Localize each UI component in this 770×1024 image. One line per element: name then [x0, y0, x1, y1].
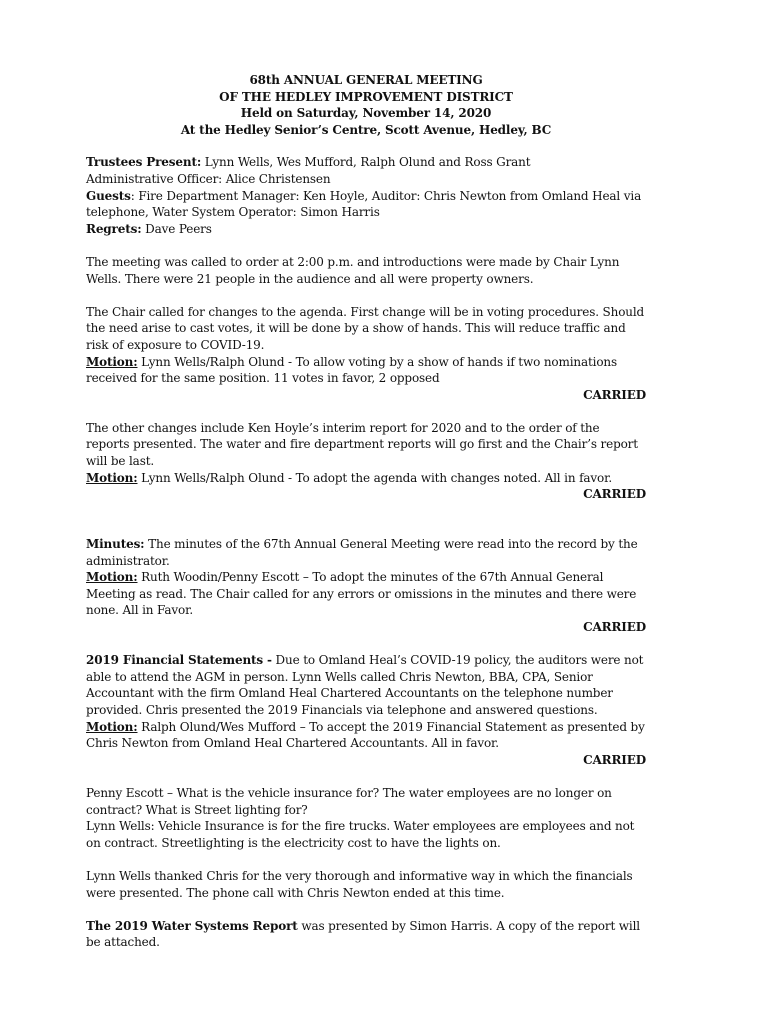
trustees-label: Trustees Present: [86, 155, 202, 170]
heading-line-1: 68th ANNUAL GENERAL MEETING [249, 73, 483, 87]
minutes-section [86, 536, 646, 636]
motion-text: Lynn Wells/Ralph Olund - To adopt the agenda with changes noted. All in favor. [137, 470, 613, 485]
call-to-order-text: The meeting was called to order at 2:00 p.m. and introductions were made by Chair Lynn Wells. There were 21 people in the audience and all were property owners. [86, 254, 620, 286]
meeting-minutes [86, 72, 646, 951]
water-report-label: The 2019 Water Systems Report [86, 918, 298, 933]
guests-label: Guests [86, 188, 131, 203]
trustees-text: Lynn Wells, Wes Mufford, Ralph Olund and Ross Grant [201, 155, 531, 170]
motion-text: Lynn Wells/Ralph Olund - To allow voting by a show of hands if two nominations received for the same position. 11 votes in favor, 2 opposed [86, 354, 618, 386]
minutes-motion [86, 569, 646, 619]
trustees-line [86, 154, 646, 171]
thanks-section [86, 868, 646, 901]
minutes-label: Minutes: [86, 537, 145, 552]
attendance-section [86, 154, 646, 237]
spacer [86, 519, 646, 536]
minutes-text [86, 536, 646, 569]
carried-label: CARRIED [583, 487, 646, 502]
qa-section [86, 785, 646, 851]
financials-motion [86, 719, 646, 752]
admin-line: Administrative Officer: Alice Christensen [86, 171, 331, 186]
agenda-voting-motion [86, 354, 646, 387]
regrets-line [86, 221, 646, 238]
water-report-body: was presented by Simon Harris. A copy of the report will be attached. [86, 918, 640, 950]
minutes-body: The minutes of the 67th Annual General Meeting were read into the record by the administrator. [86, 537, 638, 568]
financials-section [86, 652, 646, 768]
document-heading [86, 72, 646, 138]
agenda-changes-motion [86, 470, 646, 487]
carried-label: CARRIED [583, 387, 646, 402]
agenda-changes-text: The other changes include Ken Hoyle’s interim report for 2020 and to the order of the reports presented. The water and fire department reports will go first and the Chair’s report will be last. [86, 420, 638, 469]
guests-text: : Fire Department Manager: Ken Hoyle, Auditor: Chris Newton from Omland Heal via telephone, Water System Operator: Simon Harris [86, 188, 642, 220]
regrets-text: Dave Peers [141, 221, 212, 236]
motion-label: Motion: [86, 719, 138, 734]
agenda-voting-section [86, 304, 646, 404]
motion-label: Motion: [86, 470, 138, 485]
qa-question: Penny Escott – What is the vehicle insurance for? The water employees are no longer on contract? What is Street lighting for? [86, 785, 612, 817]
motion-text: Ralph Olund/Wes Mufford – To accept the 2019 Financial Statement as presented by Chris Newton from Omland Heal Chartered Accountants. All in favor. [86, 719, 645, 751]
agenda-voting-text: The Chair called for changes to the agenda. First change will be in voting procedures. Should the need arise to cast votes, it will be done by a show of hands. This will reduce traffic and risk of exposure to COVID-19. [86, 304, 645, 352]
heading-line-3: Held on Saturday, November 14, 2020 [240, 106, 492, 121]
motion-label: Motion: [86, 570, 138, 585]
thanks-text: Lynn Wells thanked Chris for the very thorough and informative way in which the financials were presented. The phone call with Chris Newton ended at this time. [86, 868, 633, 900]
qa-answer: Lynn Wells: Vehicle Insurance is for the fire trucks. Water employees are employees and not on contract. Streetlighting is the electricity cost to have the lights on. [86, 819, 635, 850]
regrets-label: Regrets: [86, 221, 142, 236]
call-to-order-section [86, 254, 646, 287]
financials-body: Due to Omland Heal’s COVID-19 policy, the auditors were not able to attend the AGM in person. Lynn Wells called Chris Newton, BBA, CPA, Senior Accountant with the firm Omland Heal Chartered Accountants on the telephone number provided. Chris presented the 2019 Financials via telephone and answered questions. [86, 653, 644, 717]
agenda-changes-section [86, 420, 646, 503]
motion-text: Ruth Woodin/Penny Escott – To adopt the minutes of the 67th Annual General Meeting as read. The Chair called for any errors or omissions in the minutes and there were none. All in Favor. [86, 570, 637, 618]
financials-label: 2019 Financial Statements - [86, 653, 272, 668]
guests-line [86, 188, 646, 221]
heading-line-4: At the Hedley Senior’s Centre, Scott Avenue, Hedley, BC [180, 122, 552, 137]
motion-label: Motion: [86, 354, 138, 369]
carried-label: CARRIED [583, 620, 646, 634]
water-report-section [86, 918, 646, 951]
carried-label: CARRIED [583, 752, 646, 767]
water-report-text [86, 918, 646, 951]
heading-line-2: OF THE HEDLEY IMPROVEMENT DISTRICT [219, 89, 513, 104]
financials-text [86, 652, 646, 718]
